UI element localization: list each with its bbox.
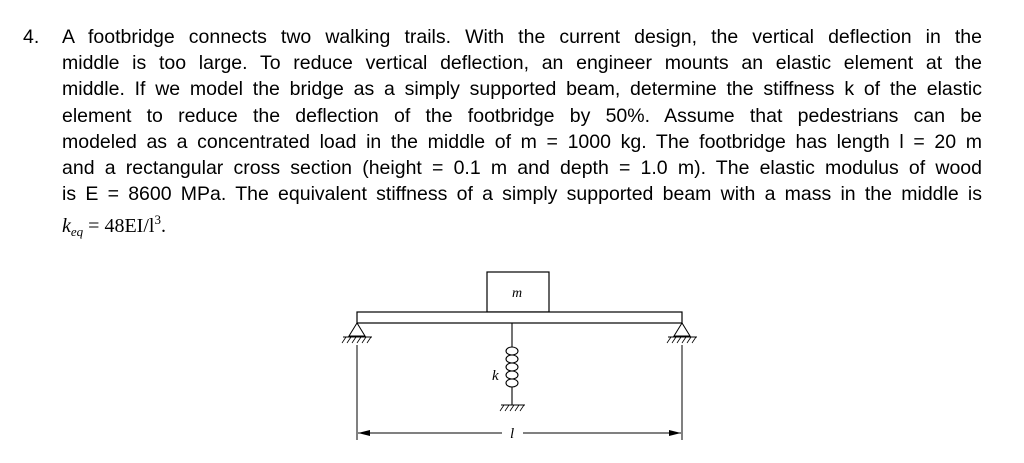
formula-rhs: = 48EI/l bbox=[83, 215, 155, 238]
length-label: l bbox=[510, 426, 515, 442]
problem-line-7: is E = 8600 MPa. The equivalent stiffness of a simply supported beam with a mass in the middle is bbox=[62, 183, 982, 206]
length-dimension bbox=[358, 430, 681, 436]
spring-ground bbox=[500, 405, 525, 411]
spring-element bbox=[506, 323, 518, 405]
mass-label: m bbox=[512, 286, 523, 301]
problem-line-6: and a rectangular cross section (height = 0.1 m and depth = 1.0 m). The elastic modulus of wood bbox=[62, 156, 982, 179]
problem-line-1: A footbridge connects two walking trails. With the current design, the vertical deflection in the bbox=[62, 26, 982, 48]
formula-exponent: 3 bbox=[154, 212, 161, 228]
problem-line-5: modeled as a concentrated load in the middle of m = 1000 kg. The footbridge has length l = 20 m bbox=[62, 130, 982, 153]
right-pin-support bbox=[667, 323, 697, 343]
problem-line-4: element to reduce the deflection of the footbridge by 50%. Assume that pedestrians can be bbox=[62, 104, 982, 127]
problem-line-3: middle. If we model the bridge as a simply supported beam, determine the stiffness k of the elastic bbox=[62, 78, 982, 101]
beam bbox=[357, 312, 682, 323]
spring-label: k bbox=[492, 368, 499, 384]
left-pin-support bbox=[342, 323, 372, 343]
question-number: 4. bbox=[23, 26, 40, 48]
formula-symbol: k bbox=[62, 215, 71, 238]
formula-subscript: eq bbox=[70, 224, 84, 240]
formula-end: . bbox=[160, 215, 166, 238]
problem-line-2: middle is too large. To reduce vertical deflection, an engineer mounts an elastic element at the bbox=[62, 52, 982, 75]
